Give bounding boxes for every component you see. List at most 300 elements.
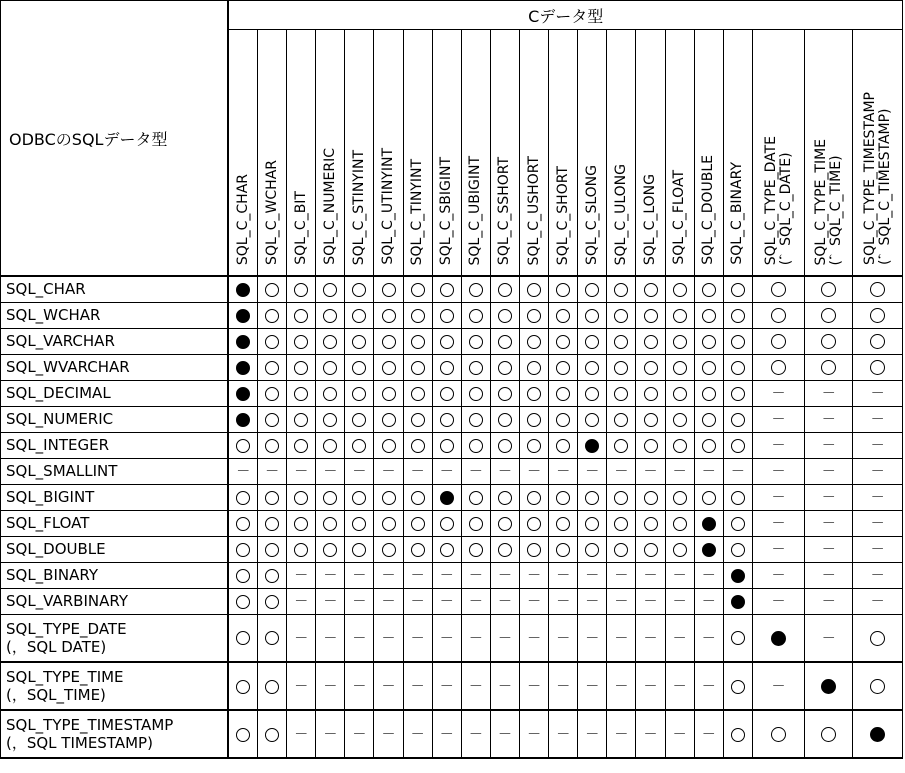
- dash-mark: －: [821, 542, 836, 558]
- dash-mark: －: [527, 464, 542, 480]
- open-circle-icon: [585, 361, 599, 375]
- mapping-cell: [258, 432, 287, 458]
- column-header-label: [764, 132, 794, 271]
- open-circle-icon: [323, 517, 337, 531]
- mapping-cell: [520, 614, 549, 662]
- open-circle-icon: [821, 282, 836, 297]
- mapping-cell: [228, 458, 257, 484]
- mapping-cell: [694, 510, 723, 536]
- open-circle-icon: [870, 631, 885, 646]
- column-header-13: [607, 30, 636, 277]
- open-circle-icon: [731, 413, 745, 427]
- mapping-cell: [723, 380, 752, 406]
- mapping-cell: [287, 484, 316, 510]
- mapping-cell: [578, 276, 607, 302]
- dash-mark: －: [439, 568, 454, 584]
- open-circle-icon: [771, 308, 786, 323]
- mapping-cell: [578, 380, 607, 406]
- mapping-cell: [432, 562, 461, 588]
- mapping-cell: [287, 458, 316, 484]
- mapping-cell: [520, 432, 549, 458]
- open-circle-icon: [469, 309, 483, 323]
- dash-mark: －: [771, 386, 786, 402]
- open-circle-icon: [498, 387, 512, 401]
- dash-mark: －: [497, 594, 512, 610]
- mapping-cell: [723, 536, 752, 562]
- dash-mark: －: [614, 594, 629, 610]
- open-circle-icon: [731, 387, 745, 401]
- dash-mark: －: [468, 630, 483, 647]
- row-label: [1, 710, 229, 758]
- mapping-cell: [490, 710, 519, 758]
- dash-mark: －: [614, 630, 629, 647]
- mapping-cell: [549, 354, 578, 380]
- mapping-cell: [316, 354, 345, 380]
- mapping-cell: [432, 354, 461, 380]
- mapping-cell: [403, 328, 432, 354]
- mapping-cell: [665, 406, 694, 432]
- mapping-cell: [607, 276, 636, 302]
- mapping-cell: [287, 562, 316, 588]
- open-circle-icon: [644, 283, 658, 297]
- open-circle-icon: [527, 439, 541, 453]
- mapping-cell: [432, 588, 461, 614]
- column-header-0: [228, 30, 257, 277]
- open-circle-icon: [265, 517, 279, 531]
- mapping-cell: [374, 562, 403, 588]
- open-circle-icon: [556, 283, 570, 297]
- mapping-cell: [374, 662, 403, 710]
- open-circle-icon: [644, 543, 658, 557]
- dash-mark: －: [556, 630, 571, 647]
- dash-mark: －: [614, 568, 629, 584]
- mapping-cell: [805, 484, 853, 510]
- column-header-3: [316, 30, 345, 277]
- mapping-cell: [636, 406, 665, 432]
- mapping-cell: [461, 484, 490, 510]
- mapping-cell: [520, 354, 549, 380]
- mapping-cell: [578, 710, 607, 758]
- dash-mark: －: [410, 594, 425, 610]
- mapping-cell: [578, 328, 607, 354]
- mapping-cell: [228, 302, 257, 328]
- dash-mark: －: [585, 568, 600, 584]
- mapping-cell: [607, 510, 636, 536]
- dash-mark: －: [643, 594, 658, 610]
- open-circle-icon: [440, 439, 454, 453]
- open-circle-icon: [469, 413, 483, 427]
- mapping-cell: [853, 614, 903, 662]
- mapping-cell: [723, 662, 752, 710]
- dash-mark: －: [870, 464, 885, 480]
- dash-mark: －: [672, 679, 687, 695]
- open-circle-icon: [498, 543, 512, 557]
- mapping-cell: [228, 354, 257, 380]
- dash-mark: －: [821, 386, 836, 402]
- open-circle-icon: [294, 283, 308, 297]
- row-label-line: SQL_VARBINARY: [6, 592, 128, 610]
- open-circle-icon: [870, 334, 885, 349]
- dash-mark: －: [410, 630, 425, 647]
- mapping-cell: [461, 662, 490, 710]
- mapping-cell: [258, 406, 287, 432]
- mapping-cell: [549, 328, 578, 354]
- mapping-cell: [805, 614, 853, 662]
- mapping-cell: [694, 588, 723, 614]
- dash-mark: －: [585, 464, 600, 480]
- open-circle-icon: [352, 517, 366, 531]
- mapping-cell: [694, 614, 723, 662]
- table-row: [1, 276, 903, 302]
- open-circle-icon: [236, 631, 250, 645]
- open-circle-icon: [411, 283, 425, 297]
- mapping-cell: [490, 276, 519, 302]
- open-circle-icon: [556, 335, 570, 349]
- mapping-cell: [636, 536, 665, 562]
- mapping-cell: [694, 302, 723, 328]
- mapping-cell: [432, 276, 461, 302]
- open-circle-icon: [498, 517, 512, 531]
- column-header-label: [701, 151, 716, 271]
- open-circle-icon: [265, 335, 279, 349]
- dash-mark: －: [527, 679, 542, 695]
- open-circle-icon: [556, 309, 570, 323]
- mapping-cell: [345, 432, 374, 458]
- open-circle-icon: [771, 727, 786, 742]
- row-label-line: SQL_INTEGER: [6, 436, 109, 454]
- mapping-cell: [752, 614, 804, 662]
- mapping-cell: [316, 614, 345, 662]
- table-row: [1, 458, 903, 484]
- open-circle-icon: [673, 387, 687, 401]
- mapping-cell: [723, 510, 752, 536]
- mapping-cell: [636, 510, 665, 536]
- mapping-cell: [258, 458, 287, 484]
- mapping-cell: [607, 432, 636, 458]
- mapping-cell: [345, 614, 374, 662]
- mapping-cell: [752, 354, 804, 380]
- open-circle-icon: [382, 309, 396, 323]
- mapping-cell: [345, 710, 374, 758]
- table-row: [1, 432, 903, 458]
- filled-circle-icon: [236, 283, 250, 297]
- filled-circle-icon: [236, 361, 250, 375]
- open-circle-icon: [352, 543, 366, 557]
- dash-mark: －: [497, 464, 512, 480]
- column-header-line: SQL_C_UTINYINT: [380, 148, 397, 265]
- filled-circle-icon: [702, 543, 716, 557]
- open-circle-icon: [236, 439, 250, 453]
- mapping-cell: [287, 710, 316, 758]
- mapping-cell: [665, 562, 694, 588]
- mapping-cell: [607, 406, 636, 432]
- open-circle-icon: [352, 413, 366, 427]
- open-circle-icon: [411, 309, 425, 323]
- table-row: [1, 710, 903, 758]
- open-circle-icon: [585, 283, 599, 297]
- open-circle-icon: [731, 439, 745, 453]
- column-header-line: SQL_C_TYPE_TIME: [812, 138, 829, 265]
- mapping-cell: [374, 458, 403, 484]
- column-header-label: [352, 146, 367, 271]
- mapping-cell: [752, 328, 804, 354]
- mapping-cell: [228, 710, 257, 758]
- dash-mark: －: [381, 568, 396, 584]
- mapping-cell: [316, 536, 345, 562]
- mapping-cell: [578, 588, 607, 614]
- column-header-16: [694, 30, 723, 277]
- column-header-line: SQL_C_SHORT: [554, 165, 571, 265]
- dash-mark: －: [497, 630, 512, 647]
- mapping-cell: [461, 458, 490, 484]
- mapping-cell: [345, 662, 374, 710]
- mapping-cell: [403, 484, 432, 510]
- column-header-label: [381, 144, 396, 271]
- row-label-line: SQL_NUMERIC: [6, 410, 114, 428]
- row-label-line: SQL_DOUBLE: [6, 540, 106, 558]
- mapping-cell: [403, 380, 432, 406]
- column-header-12: [578, 30, 607, 277]
- open-circle-icon: [323, 491, 337, 505]
- column-header-20: [853, 30, 903, 277]
- mapping-cell: [607, 484, 636, 510]
- dash-mark: －: [323, 679, 338, 695]
- dash-mark: －: [585, 679, 600, 695]
- open-circle-icon: [614, 387, 628, 401]
- mapping-cell: [316, 662, 345, 710]
- column-header-8: [461, 30, 490, 277]
- column-header-label: [814, 135, 844, 271]
- open-circle-icon: [771, 282, 786, 297]
- open-circle-icon: [614, 361, 628, 375]
- mapping-cell: [490, 354, 519, 380]
- mapping-cell: [549, 406, 578, 432]
- column-header-line: SQL_C_DOUBLE: [700, 155, 717, 265]
- open-circle-icon: [265, 543, 279, 557]
- row-label: [1, 432, 229, 458]
- mapping-cell: [805, 380, 853, 406]
- open-circle-icon: [323, 439, 337, 453]
- mapping-cell: [287, 276, 316, 302]
- row-label-line: SQL_SMALLINT: [6, 462, 118, 480]
- open-circle-icon: [382, 413, 396, 427]
- mapping-cell: [461, 614, 490, 662]
- open-circle-icon: [382, 439, 396, 453]
- mapping-cell: [636, 614, 665, 662]
- mapping-cell: [316, 302, 345, 328]
- table-row: [1, 328, 903, 354]
- open-circle-icon: [382, 543, 396, 557]
- dash-mark: －: [410, 679, 425, 695]
- mapping-cell: [665, 536, 694, 562]
- open-circle-icon: [702, 361, 716, 375]
- mapping-cell: [549, 614, 578, 662]
- mapping-cell: [432, 710, 461, 758]
- mapping-cell: [694, 380, 723, 406]
- open-circle-icon: [352, 439, 366, 453]
- row-label-line: SQL_TYPE_TIME: [6, 668, 124, 686]
- open-circle-icon: [294, 335, 308, 349]
- column-header-label: [672, 166, 687, 271]
- mapping-cell: [461, 588, 490, 614]
- mapping-cell: [287, 328, 316, 354]
- dash-mark: －: [468, 464, 483, 480]
- sql-type-header: ODBCのSQLデータ型: [1, 1, 229, 277]
- mapping-cell: [549, 458, 578, 484]
- open-circle-icon: [323, 309, 337, 323]
- table-row: [1, 406, 903, 432]
- open-circle-icon: [382, 335, 396, 349]
- row-label-line: SQL_TYPE_DATE: [6, 619, 127, 638]
- mapping-cell: [607, 458, 636, 484]
- mapping-cell: [258, 536, 287, 562]
- open-circle-icon: [673, 335, 687, 349]
- filled-circle-icon: [236, 335, 250, 349]
- dash-mark: －: [585, 594, 600, 610]
- mapping-cell: [345, 562, 374, 588]
- mapping-cell: [853, 536, 903, 562]
- mapping-cell: [316, 458, 345, 484]
- dash-mark: －: [468, 679, 483, 695]
- column-header-10: [520, 30, 549, 277]
- dash-mark: －: [614, 727, 629, 743]
- mapping-cell: [752, 662, 804, 710]
- dash-mark: －: [614, 679, 629, 695]
- open-circle-icon: [731, 728, 745, 742]
- open-circle-icon: [236, 595, 250, 609]
- open-circle-icon: [614, 283, 628, 297]
- mapping-cell: [258, 354, 287, 380]
- mapping-cell: [694, 484, 723, 510]
- dash-mark: －: [294, 630, 309, 647]
- dash-mark: －: [439, 630, 454, 647]
- dash-mark: －: [294, 594, 309, 610]
- row-label-line: SQL_BINARY: [6, 566, 99, 584]
- dash-mark: －: [352, 568, 367, 584]
- mapping-cell: [694, 562, 723, 588]
- mapping-cell: [805, 328, 853, 354]
- mapping-cell: [374, 484, 403, 510]
- mapping-cell: [805, 710, 853, 758]
- open-circle-icon: [469, 439, 483, 453]
- open-circle-icon: [236, 491, 250, 505]
- mapping-cell: [287, 536, 316, 562]
- mapping-cell: [752, 588, 804, 614]
- open-circle-icon: [411, 335, 425, 349]
- dash-mark: －: [771, 568, 786, 584]
- dash-mark: －: [643, 464, 658, 480]
- mapping-cell: [578, 614, 607, 662]
- mapping-cell: [403, 406, 432, 432]
- mapping-cell: [723, 562, 752, 588]
- dash-mark: －: [821, 516, 836, 532]
- dash-mark: －: [468, 594, 483, 610]
- open-circle-icon: [323, 387, 337, 401]
- mapping-cell: [403, 536, 432, 562]
- open-circle-icon: [731, 680, 745, 694]
- open-circle-icon: [527, 543, 541, 557]
- mapping-cell: [636, 432, 665, 458]
- mapping-cell: [520, 588, 549, 614]
- mapping-cell: [752, 536, 804, 562]
- mapping-cell: [374, 354, 403, 380]
- mapping-cell: [636, 458, 665, 484]
- mapping-cell: [374, 406, 403, 432]
- mapping-cell: [345, 588, 374, 614]
- open-circle-icon: [382, 491, 396, 505]
- mapping-cell: [345, 328, 374, 354]
- open-circle-icon: [411, 491, 425, 505]
- mapping-cell: [805, 536, 853, 562]
- column-header-11: [549, 30, 578, 277]
- open-circle-icon: [702, 491, 716, 505]
- mapping-cell: [752, 510, 804, 536]
- mapping-cell: [287, 614, 316, 662]
- mapping-cell: [578, 536, 607, 562]
- open-circle-icon: [870, 308, 885, 323]
- mapping-cell: [461, 380, 490, 406]
- row-label: [1, 510, 229, 536]
- row-label: [1, 380, 229, 406]
- column-header-line: SQL_C_TYPE_TIMESTAMP: [861, 92, 878, 265]
- mapping-cell: [752, 302, 804, 328]
- dash-mark: －: [381, 464, 396, 480]
- mapping-cell: [607, 710, 636, 758]
- mapping-cell: [549, 380, 578, 406]
- open-circle-icon: [440, 413, 454, 427]
- mapping-cell: [805, 406, 853, 432]
- mapping-cell: [432, 510, 461, 536]
- open-circle-icon: [614, 491, 628, 505]
- mapping-cell: [694, 432, 723, 458]
- mapping-cell: [258, 710, 287, 758]
- open-circle-icon: [731, 335, 745, 349]
- column-header-line: SQL_C_BIT: [292, 191, 309, 265]
- row-label: [1, 614, 229, 662]
- row-label-line: SQL_WVARCHAR: [6, 358, 130, 376]
- open-circle-icon: [731, 543, 745, 557]
- column-header-label: [410, 155, 425, 271]
- open-circle-icon: [498, 491, 512, 505]
- dash-mark: －: [410, 464, 425, 480]
- table-row: [1, 662, 903, 710]
- mapping-cell: [607, 662, 636, 710]
- dash-mark: －: [701, 568, 716, 584]
- dash-mark: －: [730, 464, 745, 480]
- column-header-line: SQL_C_FLOAT: [671, 170, 688, 265]
- mapping-cell: [665, 662, 694, 710]
- mapping-cell: [490, 328, 519, 354]
- open-circle-icon: [440, 335, 454, 349]
- mapping-cell: [490, 614, 519, 662]
- open-circle-icon: [236, 517, 250, 531]
- open-circle-icon: [236, 543, 250, 557]
- mapping-cell: [578, 458, 607, 484]
- mapping-cell: [549, 510, 578, 536]
- mapping-cell: [403, 710, 432, 758]
- open-circle-icon: [469, 491, 483, 505]
- mapping-cell: [490, 588, 519, 614]
- open-circle-icon: [673, 543, 687, 557]
- dash-mark: －: [643, 568, 658, 584]
- column-header-line: SQL_C_TINYINT: [409, 158, 426, 265]
- dash-mark: －: [585, 630, 600, 647]
- open-circle-icon: [411, 387, 425, 401]
- open-circle-icon: [265, 439, 279, 453]
- open-circle-icon: [440, 543, 454, 557]
- mapping-cell: [636, 710, 665, 758]
- mapping-cell: [752, 276, 804, 302]
